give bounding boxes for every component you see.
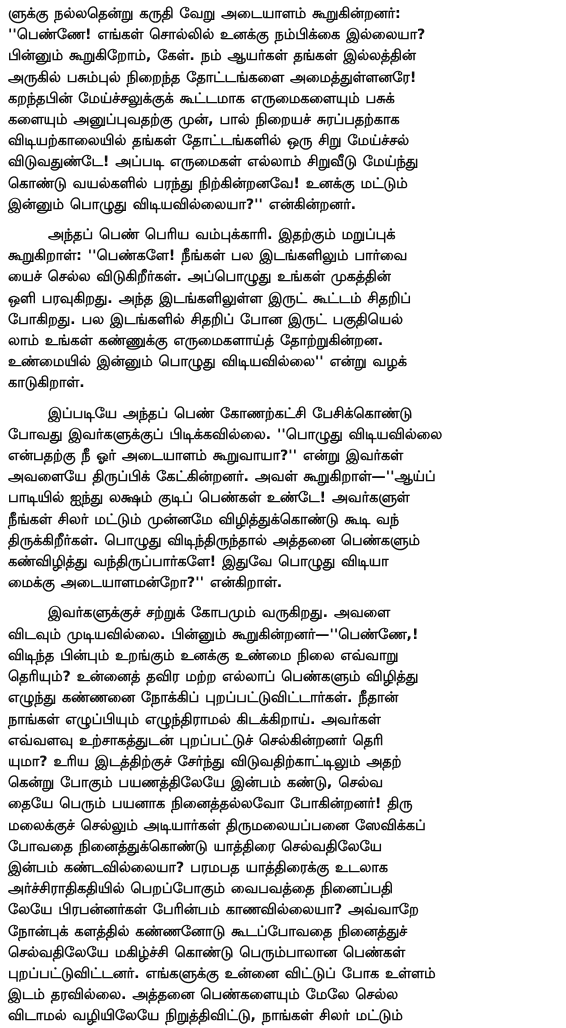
text-line: திருக்கிறீர்கள். பொழுது விடிந்திருந்தால் அத்தனை பெண்களும் <box>8 532 420 549</box>
text-line: அர்ச்சிராதிகதியில் பெறப்போகும் வைபவத்தை நினைப்பதி <box>8 881 393 898</box>
text-line: பாடியில் ஐந்து லக்ஷம் குடிப் பெண்கள் உண்டே! அவர்களுள் <box>8 490 410 507</box>
text-line: செல்வதிலேயே மகிழ்ச்சி கொண்டு பெரும்பாலான பெண்கள் <box>8 944 406 961</box>
text-line: களையும் அனுப்புவதற்கு முன், பால் நிறையச் சுரப்பதற்காக <box>8 112 400 129</box>
text-line: பின்னும் கூறுகிறோம், கேள். நம் ஆயர்கள் தங்கள் இல்லத்தின் <box>8 48 416 65</box>
text-line: ளுக்கு நல்லதென்று கருதி வேறு அடையாளம் கூறுகின்றனர்: <box>8 6 401 22</box>
text-line: புறப்பட்டுவிட்டனர். எங்களுக்கு உன்னை விட்டுப் போக உள்ளம் <box>8 965 436 982</box>
text-line: இன்பம் கண்டவில்லையா? பரமபத யாத்திரைக்கு உடலாக <box>8 859 388 876</box>
text-line: உண்மையில் இன்னும் பொழுது விடியவில்லை'' என்று வழக் <box>8 354 407 371</box>
text-line: காடுகிறாள். <box>8 375 85 392</box>
text-line: விடியற்காலையில் தங்கள் தோட்டங்களில் ஒரு சிறு மேய்ச்சல் <box>8 133 409 150</box>
text-line: மலைக்குச் செல்லும் அடியார்கள் திருமலையப்பனை ஸேவிக்கப் <box>8 817 426 834</box>
text-line: நீங்கள் சிலர் மட்டும் முன்னமே விழித்துக்கொண்டு கூடி வந் <box>8 511 399 528</box>
paragraph-4 <box>8 603 558 1027</box>
text-line: கறந்தபின் மேய்ச்சலுக்குக் கூட்டமாக எருமைகளையும் பசுக் <box>8 90 395 107</box>
text-line: யைச் செல்ல விடுகிறீர்கள். அப்பொழுது உங்கள் முகத்தின் <box>8 269 391 286</box>
text-line: அந்தப் பெண் பெரிய வம்புக்காரி. இதற்கும் மறுப்புக் <box>48 227 396 244</box>
text-line: இன்னும் பொழுது விடியவில்லையா?'' என்கின்றனர். <box>8 196 357 213</box>
text-line: எழுந்து கண்ணனை நோக்கிப் புறப்பட்டுவிட்டார்கள். நீதான் <box>8 690 399 707</box>
text-line: இடம் தரவில்லை. அத்தனை பெண்களையும் மேலே செல்ல <box>8 987 398 1004</box>
paragraph-1 <box>8 4 558 216</box>
text-line: விடவும் முடியவில்லை. பின்னும் கூறுகின்றனர்—''பெண்ணே,! <box>8 626 419 643</box>
text-line: போகிறது. பல இடங்களில் சிதறிப் போன இருட் பகுதியெல் <box>8 311 403 328</box>
paragraph-2 <box>8 225 558 395</box>
text-line: அவளையே திருப்பிக் கேட்கின்றனர். அவள் கூறுகிறாள்—''ஆய்ப் <box>8 469 436 486</box>
text-line: ஒளி பரவுகிறது. அந்த இடங்களிலுள்ள இருட் கூட்டம் சிதறிப் <box>8 290 411 307</box>
paragraph-3 <box>8 404 558 595</box>
text-line: கென்று போகும் பயணத்திலேயே இன்பம் கண்டு, செல்வ <box>8 775 383 792</box>
text-line: லாம் உங்கள் கண்ணுக்கு எருமைகளாய்த் தோற்றுகின்றன. <box>8 333 384 350</box>
text-line: தையே பெரும் பயனாக நினைத்தல்லவோ போகின்றனர்! திரு <box>8 796 413 813</box>
text-line: விடிந்த பின்பும் உறங்கும் உனக்கு உண்மை நிலை எவ்வாறு <box>8 647 399 664</box>
text-line: தெரியும்? உன்னைத் தவிர மற்ற எல்லாப் பெண்களும் விழித்து <box>8 669 419 686</box>
text-line: யுமா? உரிய இடத்திற்குச் சேர்ந்து விடுவதிற்காட்டிலும் அதற் <box>8 753 402 770</box>
text-line: விடுவதுண்டே! அப்படி எருமைகள் எல்லாம் சிறுவீடு மேய்ந்து <box>8 154 419 171</box>
text-line: கண்விழித்து வந்திருப்பார்களே! இதுவே பொழுது விடியா <box>8 554 389 571</box>
text-line: கொண்டு வயல்களில் பரந்து நிற்கின்றனவே! உனக்கு மட்டும் <box>8 175 408 192</box>
text-line: இப்படியே அந்தப் பெண் கோணற்கட்சி பேசிக்கொண்டு <box>48 405 413 422</box>
text-line: போவது இவர்களுக்குப் பிடிக்கவில்லை. ''பொழுது விடியவில்லை <box>8 426 443 443</box>
text-line: கூறுகிறாள்: ''பெண்களே! நீங்கள் பல இடங்களிலும் பார்வை <box>8 248 408 265</box>
text-line: என்பதற்கு நீ ஓர் அடையாளம் கூறுவாயா?'' என்று இவர்கள் <box>8 448 404 465</box>
text-line: இவர்களுக்குச் சற்றுக் கோபமும் வருகிறது. அவளை <box>48 605 390 622</box>
text-line: விடாமல் வழியிலேயே நிறுத்திவிட்டு, நாங்கள் சிலர் மட்டும் <box>8 1008 403 1025</box>
text-line: நாங்கள் எழுப்பியும் எழுந்திராமல் கிடக்கிறாய். அவர்கள் <box>8 711 381 728</box>
text-line: போவதை நினைத்துக்கொண்டு யாத்திரை செல்வதிலேயே <box>8 838 382 855</box>
text-line: மைக்கு அடையாளமன்றோ?'' என்கிறாள். <box>8 575 283 592</box>
text-line: அருகில் பசும்புல் நிறைந்த தோட்டங்களை அமைத்துள்ளனரே! <box>8 69 417 86</box>
text-line: ''பெண்ணே! எங்கள் சொல்லில் உனக்கு நம்பிக்கை இல்லையா? <box>8 27 426 44</box>
text-line: லேயே பிரபன்னர்கள் பேரின்பம் காணவில்லையா? அவ்வாறே <box>8 902 419 919</box>
text-line: நோன்புக் களத்தில் கண்ணனோடு கூடப்போவதை நினைத்துச் <box>8 923 408 940</box>
text-line: எவ்வளவு உற்சாகத்துடன் புறப்பட்டுச் செல்கின்றனர் தெரி <box>8 732 384 749</box>
